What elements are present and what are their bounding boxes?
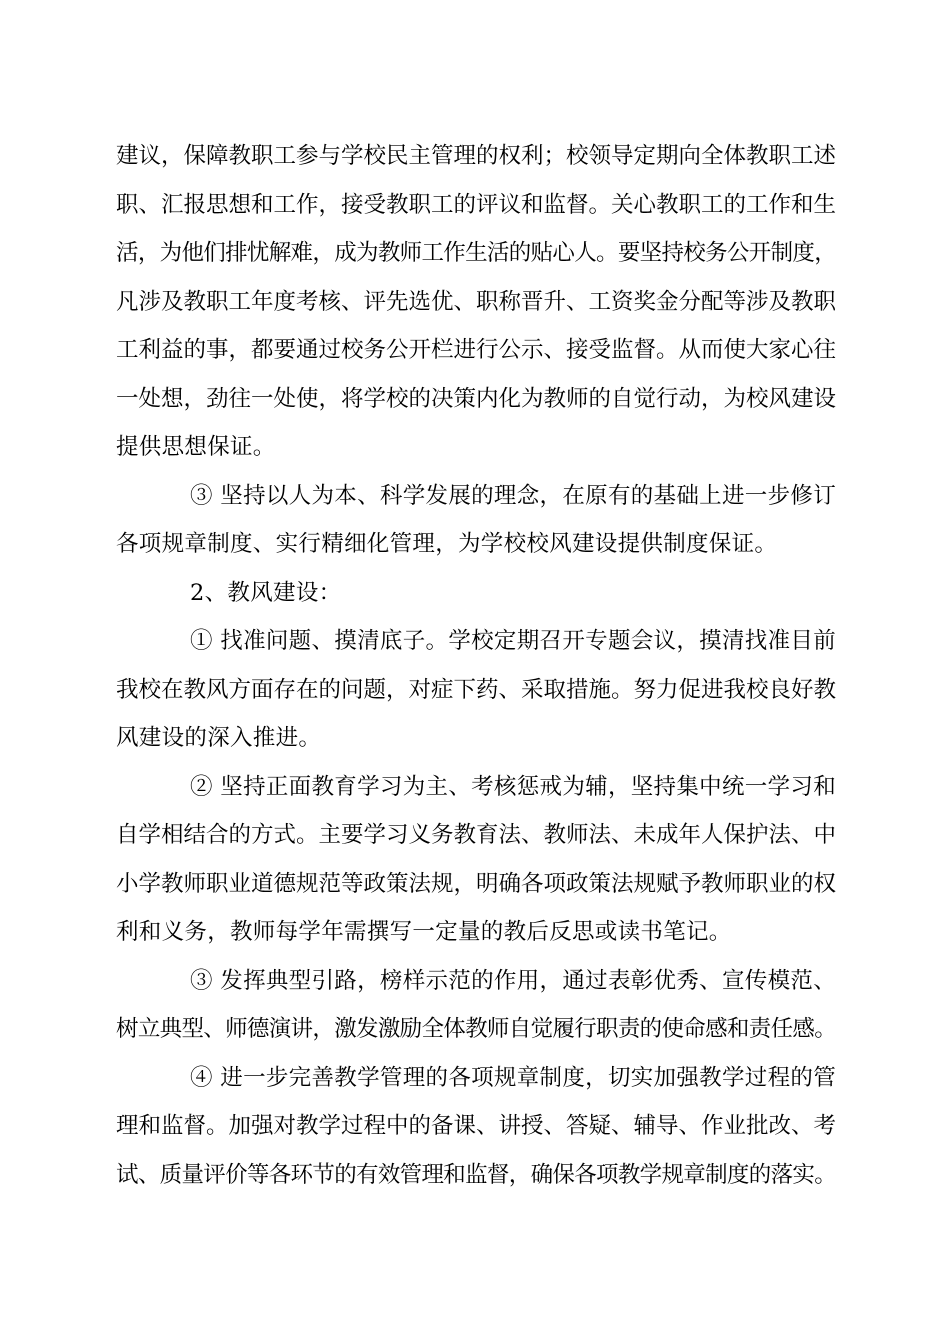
text-line: 利和义务，教师每学年需撰写一定量的教后反思或读书笔记。 xyxy=(116,919,732,945)
text-line: 小学教师职业道德规范等政策法规，明确各项政策法规赋予教师职业的权 xyxy=(116,870,836,897)
text-line: 我校在教风方面存在的问题，对症下药、采取措施。努力促进我校良好教 xyxy=(116,676,836,703)
text-line: 凡涉及教职工年度考核、评先选优、职称晋升、工资奖金分配等涉及教职 xyxy=(116,288,836,315)
text-line: ③ 发挥典型引路，榜样示范的作用，通过表彰优秀、宣传模范、 xyxy=(190,967,836,994)
text-line: 理和监督。加强对教学过程中的备课、讲授、答疑、辅导、作业批改、考 xyxy=(116,1113,836,1139)
text-line: 树立典型、师德演讲，激发激励全体教师自觉履行职责的使命感和责任感。 xyxy=(116,1016,836,1042)
document-body xyxy=(116,132,836,1199)
text-line: 风建设的深入推进。 xyxy=(116,725,322,751)
text-line: ① 找准问题、摸清底子。学校定期召开专题会议，摸清找准目前 xyxy=(190,628,836,654)
text-line: 职、汇报思想和工作，接受教职工的评议和监督。关心教职工的工作和生 xyxy=(116,191,836,218)
text-line: 提供思想保证。 xyxy=(116,434,276,460)
text-line: ③ 坚持以人为本、科学发展的理念，在原有的基础上进一步修订 xyxy=(190,482,836,509)
text-line: 自学相结合的方式。主要学习义务教育法、教师法、未成年人保护法、中 xyxy=(116,822,836,848)
text-line: 2、教风建设： xyxy=(190,579,342,606)
text-line: 试、质量评价等各环节的有效管理和监督，确保各项教学规章制度的落实。 xyxy=(116,1161,836,1188)
text-line: 活，为他们排忧解难，成为教师工作生活的贴心人。要坚持校务公开制度， xyxy=(116,240,836,266)
text-line: 一处想，劲往一处使，将学校的决策内化为教师的自觉行动，为校风建设 xyxy=(116,385,836,412)
text-line: ② 坚持正面教育学习为主、考核惩戒为辅，坚持集中统一学习和 xyxy=(190,773,836,800)
text-line: 各项规章制度、实行精细化管理，为学校校风建设提供制度保证。 xyxy=(116,531,778,557)
text-line: 工利益的事，都要通过校务公开栏进行公示、接受监督。从而使大家心往 xyxy=(116,337,836,363)
text-line: 建议，保障教职工参与学校民主管理的权利；校领导定期向全体教职工述 xyxy=(116,143,836,169)
text-line: ④ 进一步完善教学管理的各项规章制度，切实加强教学过程的管 xyxy=(190,1064,836,1091)
